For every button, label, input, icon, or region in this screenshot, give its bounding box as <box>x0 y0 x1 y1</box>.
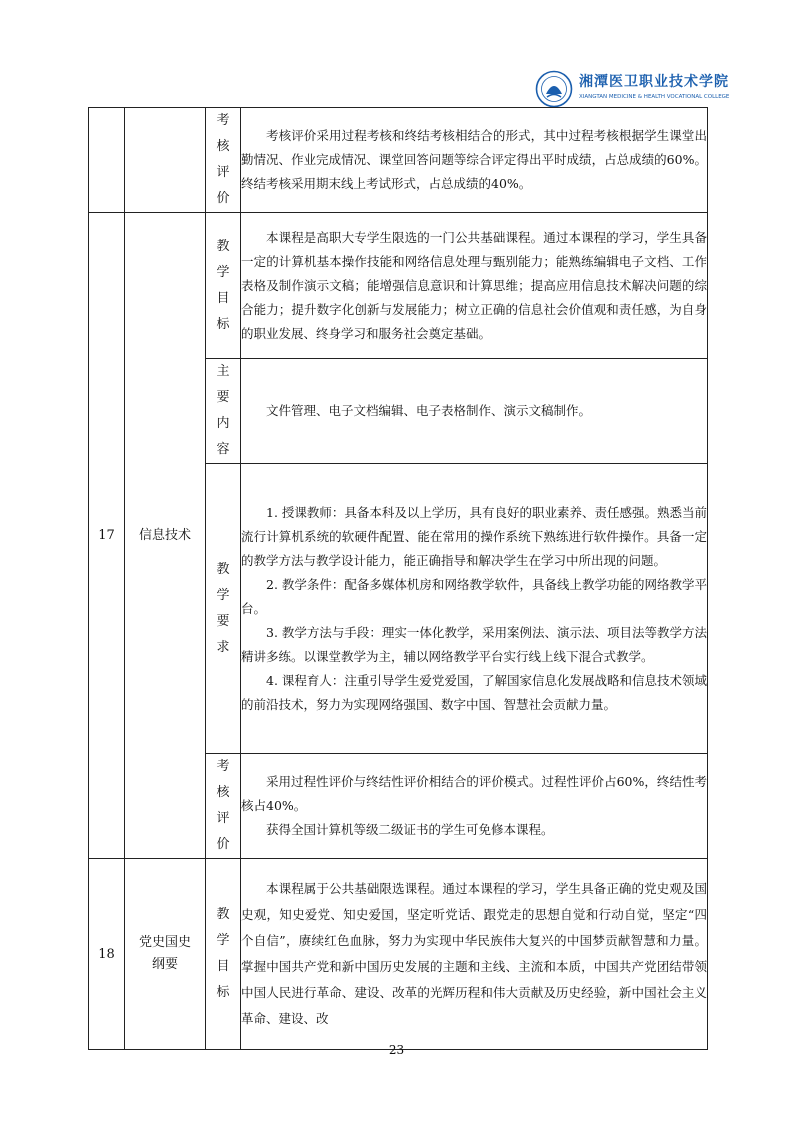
requirement-item: 2. 教学条件：配备多媒体机房和网络教学软件，具备线上教学功能的网络教学平台。 <box>241 576 707 616</box>
requirement-item: 4. 课程育人：注重引导学生爱党爱国，了解国家信息化发展战略和信息技术领域的前沿技术，努力为实现网络强国、数字中国、智慧社会贡献力量。 <box>241 672 707 712</box>
course-number: 17 <box>89 213 125 859</box>
row-label: 教学要求 <box>206 464 241 754</box>
college-seal-icon <box>535 70 573 108</box>
row-content: 考核评价采用过程考核和终结考核相结合的形式，其中过程考核根据学生课堂出勤情况、作业完成情况、课堂回答问题等综合评定得出平时成绩，占总成绩的60%。终结考核采用期末线上考试形式，占总成绩的40%。 <box>241 108 708 213</box>
row-label: 考核评价 <box>206 108 241 213</box>
table-row <box>89 859 708 1050</box>
assessment-item: 获得全国计算机等级二级证书的学生可免修本课程。 <box>266 822 554 837</box>
row-content: 文件管理、电子文档编辑、电子表格制作、演示文稿制作。 <box>241 359 708 464</box>
page-number: 23 <box>388 1043 405 1057</box>
college-logo <box>535 70 730 110</box>
course-number: 18 <box>89 859 125 1050</box>
row-content <box>241 754 708 859</box>
requirement-item: 1. 授课教师：具备本科及以上学历，具有良好的职业素养、责任感强。熟悉当前流行计算机系统的软硬件配置、能在常用的操作系统下熟练进行软件操作。具备一定的教学方法与教学设计能力，能正确指导和解决学生在学习中所出现的问题。 <box>241 504 707 568</box>
course-table <box>88 107 708 1050</box>
row-label: 主要内容 <box>206 359 241 464</box>
assessment-item: 采用过程性评价与终结性评价相结合的评价模式。过程性评价占60%，终结性考核占40%。 <box>241 774 707 813</box>
row-content: 本课程属于公共基础限选课程。通过本课程的学习，学生具备正确的党史观及国史观，知史爱党、知史爱国，坚定听党话、跟党走的思想自觉和行动自觉，坚定“四个自信”，赓续红色血脉，努力为实现中华民族伟大复兴的中国梦贡献智慧和力量。掌握中国共产党和新中国历史发展的主题和主线、主流和本质，中国共产党团结带领中国人民进行革命、建设、改革的光辉历程和伟大贡献及历史经验，新中国社会主义革命、建设、改 <box>241 859 708 1050</box>
table-row <box>89 108 708 213</box>
row-content <box>241 464 708 754</box>
college-name: 湘潭医卫职业技术学院 <box>579 74 729 90</box>
row-label: 教学目标 <box>206 859 241 1050</box>
table-row <box>89 213 708 359</box>
college-name-en: XIANGTAN MEDICINE & HEALTH VOCATIONAL COLLEGE <box>579 94 730 100</box>
requirement-item: 3. 教学方法与手段：理实一体化教学，采用案例法、演示法、项目法等教学方法精讲多练。以课堂教学为主，辅以网络教学平台实行线上线下混合式教学。 <box>241 624 707 664</box>
course-name: 信息技术 <box>125 213 206 859</box>
course-name: 党史国史 纲要 <box>125 859 206 1050</box>
row-content: 本课程是高职大专学生限选的一门公共基础课程。通过本课程的学习，学生具备一定的计算机基本操作技能和网络信息处理与甄别能力；能熟练编辑电子文档、工作表格及制作演示文稿；能增强信息意识和计算思维；提高应用信息技术解决问题的综合能力；提升数字化创新与发展能力；树立正确的信息社会价值观和责任感，为自身的职业发展、终身学习和服务社会奠定基础。 <box>241 213 708 359</box>
number-cell <box>89 108 125 213</box>
name-cell <box>125 108 206 213</box>
row-label: 教学目标 <box>206 213 241 359</box>
row-label: 考核评价 <box>206 754 241 859</box>
